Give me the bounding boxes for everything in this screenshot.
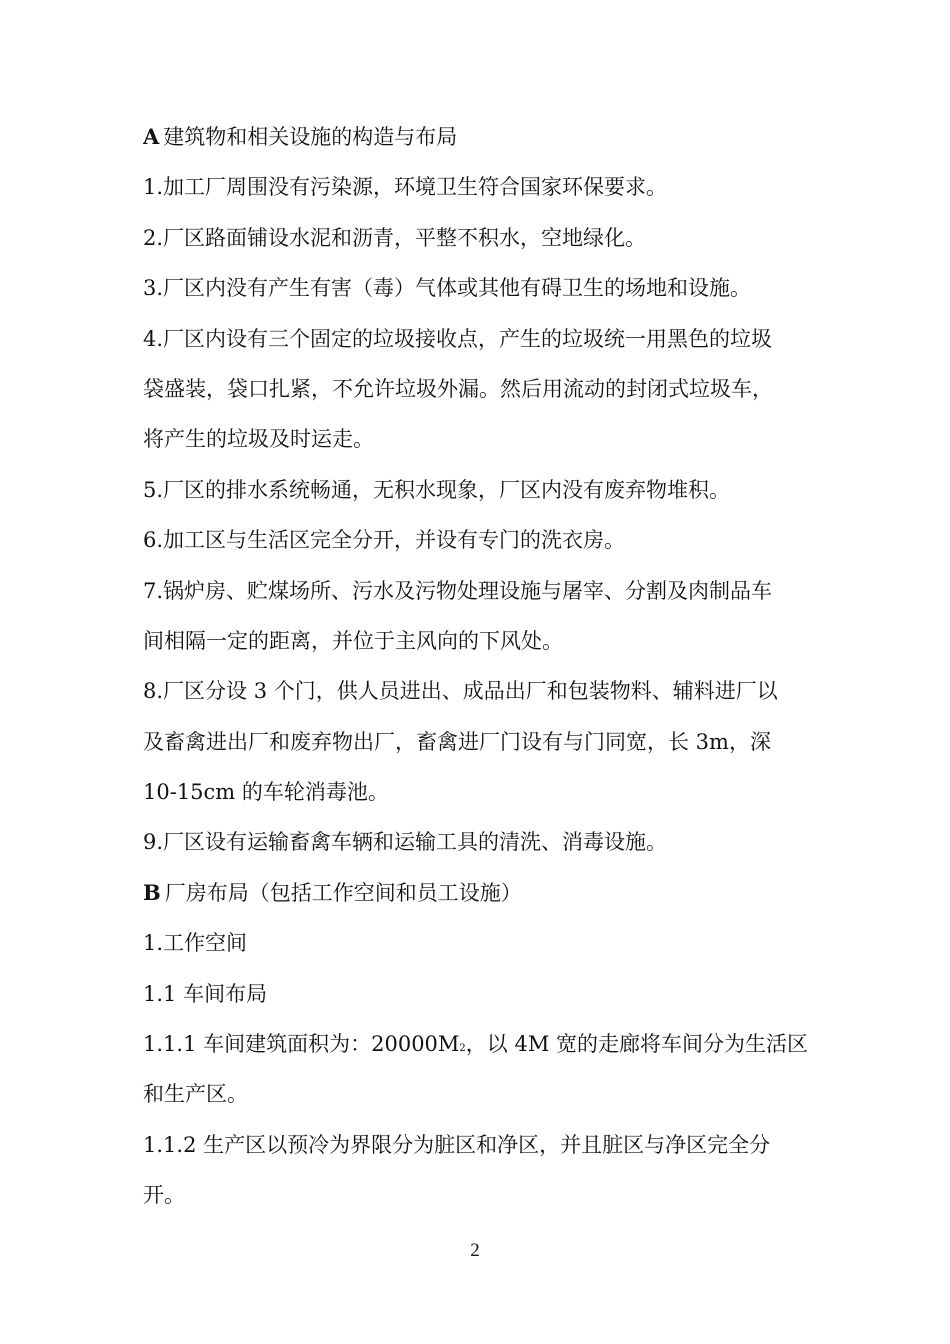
paragraph-b111-line1 (143, 1019, 815, 1069)
paragraph-a5: 5.厂区的排水系统畅通，无积水现象，厂区内没有废弃物堆积。 (143, 477, 731, 502)
area-unit-subscript: 2 (459, 1043, 466, 1055)
paragraph-a8-line1: 8.厂区分设 3 个门，供人员进出、成品出厂和包装物料、辅料进厂以 (143, 679, 778, 704)
paragraph-b111-text-b: ，以 4M 宽的走廊将车间分为生活区 (465, 1032, 809, 1057)
paragraph-a6: 6.加工区与生活区完全分开，并设有专门的洗衣房。 (143, 528, 626, 553)
document-body (143, 112, 815, 1221)
paragraph-b111-line2: 和生产区。 (143, 1082, 248, 1107)
subheading-b1-1: 1.1 车间布局 (143, 981, 268, 1006)
section-a-letter: A (143, 124, 160, 149)
paragraph-b112-line1: 1.1.2 生产区以预冷为界限分为脏区和净区，并且脏区与净区完全分 (143, 1132, 771, 1157)
section-b-letter: B (143, 879, 161, 905)
paragraph-a8-line2: 及畜禽进出厂和废弃物出厂，畜禽进厂门设有与门同宽，长 3m，深 (143, 729, 771, 754)
page-number: 2 (470, 1240, 480, 1261)
section-a-heading (143, 112, 815, 162)
paragraph-a7-line2: 间相隔一定的距离，并位于主风向的下风处。 (143, 628, 563, 653)
paragraph-b112-line2: 开。 (143, 1183, 185, 1208)
paragraph-a3: 3.厂区内没有产生有害（毒）气体或其他有碍卫生的场地和设施。 (143, 276, 752, 301)
paragraph-a1: 1.加工厂周围没有污染源，环境卫生符合国家环保要求。 (143, 175, 668, 200)
section-a-title: 建筑物和相关设施的构造与布局 (163, 125, 458, 149)
subheading-b1: 1.工作空间 (143, 931, 248, 956)
paragraph-a7-line1: 7.锅炉房、贮煤场所、污水及污物处理设施与屠宰、分割及肉制品车 (143, 578, 773, 603)
paragraph-a4-line2: 袋盛装，袋口扎紧，不允许垃圾外漏。然后用流动的封闭式垃圾车， (143, 376, 773, 401)
paragraph-a2: 2.厂区路面铺设水泥和沥青，平整不积水，空地绿化。 (143, 225, 647, 250)
paragraph-a9: 9.厂区设有运输畜禽车辆和运输工具的清洗、消毒设施。 (143, 830, 668, 855)
section-b-heading (143, 868, 815, 918)
paragraph-a4-line1: 4.厂区内设有三个固定的垃圾接收点，产生的垃圾统一用黑色的垃圾 (143, 326, 773, 351)
paragraph-b111-text-a: 1.1.1 车间建筑面积为：20000M (143, 1032, 460, 1057)
section-b-title: 厂房布局（包括工作空间和员工设施） (164, 880, 522, 905)
paragraph-a8-line3: 10-15cm 的车轮消毒池。 (143, 780, 389, 805)
paragraph-a4-line3: 将产生的垃圾及时运走。 (143, 427, 374, 452)
